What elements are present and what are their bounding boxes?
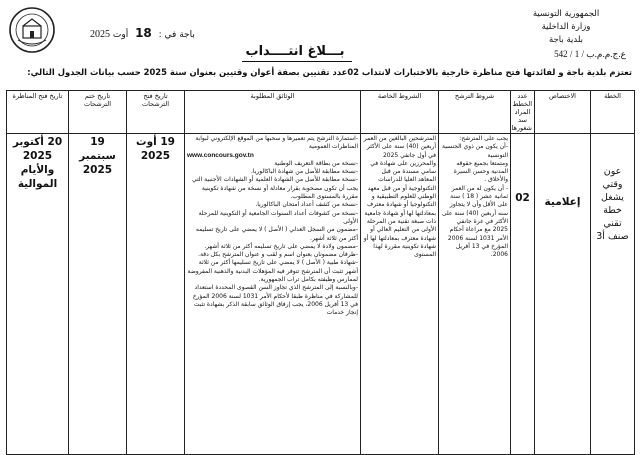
exam-date-line: والأيام الموالية: [17, 164, 58, 190]
table-header-row: [7, 91, 635, 134]
document-date: [90, 26, 195, 40]
header-close-date: تاريخ ختم الترشحات: [69, 91, 127, 134]
candidacy-line: يجب على المترشح:: [459, 135, 508, 142]
open-date-value: 19 أوت 2025: [136, 136, 175, 162]
header-documents: الوثائق المطلوبة: [185, 91, 361, 134]
reference-number: ع.ج.م.م.ب / 1 / 542: [554, 49, 626, 59]
header-open-date: تاريخ فتح الترشحات: [127, 91, 185, 134]
document-line: -مضمون من السجل العدلي ( الأصل ) لا يمضي على تاريخ تسليمه أكثر من ثلاثة أشهر.: [195, 226, 358, 242]
plan-line: صنف أ3: [596, 231, 629, 242]
candidacy-line: ومتمتعا بجميع حقوقه المدنية وحسن السيرة والأخلاق .: [453, 159, 508, 184]
document-line: -شهادة طبية ( الأصل ) لا يمضي على تاريخ تسليمها أكثر من ثلاثة أشهر تثبت أن المترشح تتوفر فيه المؤهلات البدنية والذهنية المفروضة لممارس وظيفته بكامل تراب الجمهورية.: [187, 259, 358, 284]
plan-line: يشغل: [601, 192, 624, 203]
cell-exam-date: [7, 134, 69, 455]
document-line: -وبالنسبة إلى المترشح الذي تجاوز السن القصوى المحددة استعداد للمشاركة في مناظرة طبقا لأحكام الأمر 1031 لسنة 2006 المؤرخ في 13 أفريل 2006، يجب إرفاق الوثائق سابقة الذكر بشهادة تثبت إنجاز خدمات: [192, 284, 358, 317]
date-month: أوت: [112, 30, 129, 40]
document-line: -نسخة من بطاقة التعريف الوطنية: [274, 159, 358, 167]
intro-count: 02: [347, 67, 359, 77]
document-line: -نسخة من كشف أعداد امتحان الباكالوريا.: [255, 201, 358, 209]
candidacy-line: - أن يكون له من العمر ثمانية عشر ( 18 ) سنة على الأقل وأن لا يتجاوز سنه أربعين (40) سنة على الأكثر في غرة جانفي 2025 مع مراعاة أحكام الأمر 1031 لسنة 2006 المؤرخ في 13 أفريل 2006.: [441, 184, 508, 259]
plan-line: عون وقتي: [602, 166, 623, 190]
document-line: -نسخة من كشوفات أعداد السنوات الجامعية أو التكوينية للمرحلة الأولى: [198, 209, 358, 225]
cell-open-date: [127, 134, 185, 455]
header-special: الشروط الخاصة: [361, 91, 439, 134]
cell-documents: [185, 134, 361, 455]
document-line: -نسخة مطابقة للأصل من الشهادة العلمية أو الشهادات الأجنبية التي يجب أن تكون مصحوبة بقرار معادلة أو نسخة من شهادة تكوينية مقررة بالمستوى المطلوب.: [191, 176, 358, 201]
count-value: 02: [515, 192, 530, 204]
recruitment-table: [6, 90, 635, 455]
exam-date-line: 20 أكتوبر 2025: [12, 136, 63, 162]
header-count: عدد الخطط المراد سد شغورها: [511, 91, 535, 134]
date-year: 2025: [90, 29, 110, 40]
table-row: [7, 134, 635, 455]
title-underline: [242, 61, 352, 62]
concours-website-link[interactable]: www.concours.gov.tn: [187, 151, 254, 159]
cell-plan: [591, 134, 635, 455]
document-line: -استمارة الترشح يتم تعميرها و سحبها من الموقع الإلكتروني لبوابة المناظرات العمومية: [195, 135, 358, 151]
municipality-logo-icon: [8, 6, 56, 54]
close-date-value: 19 سبتمبر 2025: [79, 136, 116, 176]
header-institution: [506, 8, 626, 61]
country-name: الجمهورية التونسية: [532, 9, 600, 19]
cell-candidacy: [439, 134, 511, 455]
date-place-label: باجة في :: [158, 30, 195, 40]
candidacy-line: -أن يكون من ذوي الجنسية التونسية: [442, 143, 508, 159]
date-day: 18: [135, 26, 152, 40]
cell-specialty: [535, 134, 591, 455]
document-title: بـــلاغ انتــــداب: [245, 44, 345, 59]
header-specialty: الاختصاص: [535, 91, 591, 134]
header-candidacy: شروط الترشح: [439, 91, 511, 134]
document-line: -مضمون ولادة لا يمضي على تاريخ تسليمه أكثر من ثلاثة أشهر.: [204, 242, 358, 250]
special-line: المترشحين البالغين من العمر أربعين (40) سنة على الأكثر في أول جانفي 2025 والمحرزين على شهادة في سامي مسندة من قبل المعاهد العليا للدراسات التكنولوجية أو من قبل معهد الوطني للعلوم التطبيقية و التكنولوجيا أو شهادة معترف بمعادلتها لها أو شهادة جامعية ذات صبغة تقنية من المرحلة الأولى من التعليم العالي أو شهادة معترف بمعادلتها لها أو شهادة تكوينية مقررة لهذا المستوى: [363, 135, 436, 259]
document-line: -نسخة مطابقة للأصل من شهادة الباكالوريا.: [250, 168, 358, 176]
intro-paragraph: [8, 66, 632, 78]
municipality-name: بلدية باجة: [548, 35, 584, 45]
intro-text-start: تعتزم بلدية باجة و لفائدتها فتح مناظرة خارجية بالاختبارات لانتداب: [359, 67, 632, 77]
document-line: -ظرفان مضمونان بعنوان اسم و لقب و عنوان المترشح بكل دقة.: [198, 251, 358, 259]
intro-text-end: عدد تقنيين بصفة أعوان وقتيين بعنوان سنة 2025 حسب بيانات الجدول التالي:: [27, 67, 348, 77]
specialty-value: إعلامية: [544, 196, 581, 208]
header-plan: الخطة: [591, 91, 635, 134]
cell-count: [511, 134, 535, 455]
cell-special-conditions: [361, 134, 439, 455]
header-exam-date: تاريخ فتح المناظرة: [7, 91, 69, 134]
plan-line: خطة تقني: [603, 205, 622, 229]
ministry-name: وزارة الداخلية: [541, 22, 591, 32]
cell-close-date: [69, 134, 127, 455]
